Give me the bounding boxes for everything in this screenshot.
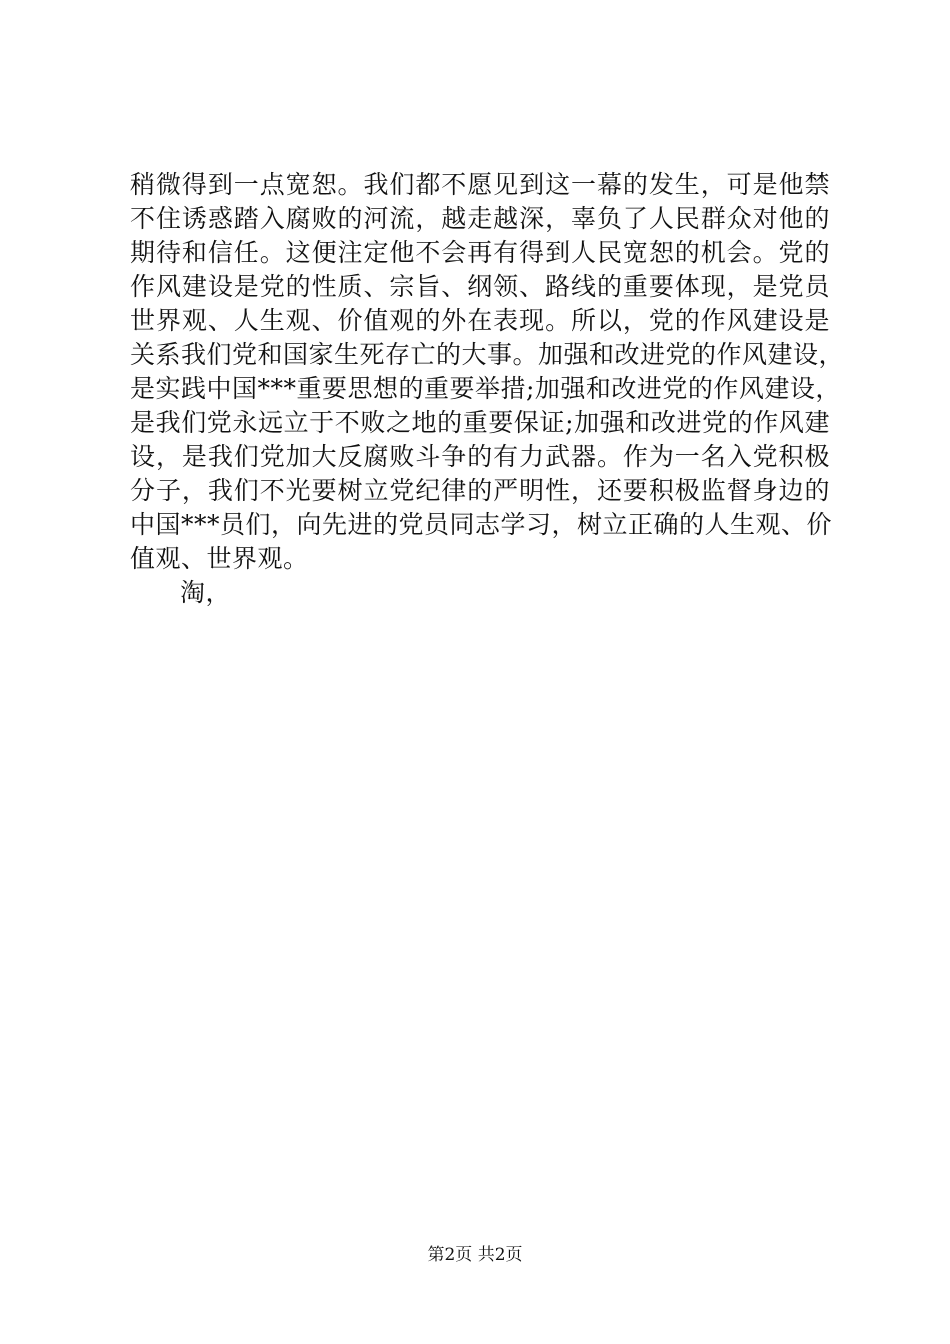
paragraph-line: 是我们党永远立于不败之地的重要保证;加强和改进党的作风建 bbox=[130, 408, 830, 437]
paragraph-line: 值观、世界观。 bbox=[130, 544, 309, 573]
paragraph-line: 设，是我们党加大反腐败斗争的有力武器。作为一名入党积极 bbox=[130, 442, 830, 471]
paragraph-line: 世界观、人生观、价值观的外在表现。所以，党的作风建设是 bbox=[130, 306, 830, 335]
closing-line: 淘， bbox=[180, 578, 232, 607]
paragraph-line: 关系我们党和国家生死存亡的大事。加强和改进党的作风建设， bbox=[130, 340, 845, 369]
paragraph-line: 是实践中国***重要思想的重要举措;加强和改进党的作风建设， bbox=[130, 374, 841, 403]
page-footer: 第2页 共2页 bbox=[427, 1245, 523, 1265]
paragraph-line: 分子，我们不光要树立党纪律的严明性，还要积极监督身边的 bbox=[130, 476, 830, 505]
paragraph-line: 不住诱惑踏入腐败的河流，越走越深，辜负了人民群众对他的 bbox=[130, 204, 830, 233]
paragraph-line: 期待和信任。这便注定他不会再有得到人民宽恕的机会。党的 bbox=[130, 238, 830, 267]
document-body bbox=[130, 168, 845, 610]
paragraph-line: 中国***员们，向先进的党员同志学习，树立正确的人生观、价 bbox=[130, 510, 833, 539]
paragraph-line: 作风建设是党的性质、宗旨、纲领、路线的重要体现，是党员 bbox=[130, 272, 830, 301]
paragraph-line: 稍微得到一点宽恕。我们都不愿见到这一幕的发生，可是他禁 bbox=[130, 170, 830, 199]
